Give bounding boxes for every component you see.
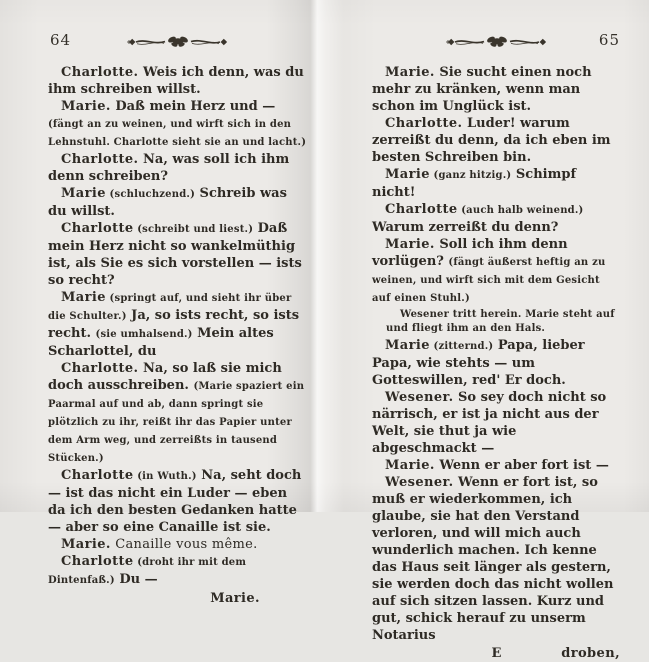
text-segment: Charlotte. xyxy=(61,65,139,80)
play-paragraph xyxy=(372,64,622,115)
play-paragraph xyxy=(48,536,308,553)
text-segment: Wenn er fort ist, so muß er wiederkommen, ich glaube, sie hat den Verstand verloren, und will mich auch wunderlich machen. Ich kenne das Haus seit länger als gestern, sie werden doch das nicht wollen auf sich sitzen lassen. Kurz und gut, schick herauf zu unserm Notarius xyxy=(372,475,614,643)
page-left xyxy=(48,30,308,607)
play-paragraph xyxy=(48,98,308,151)
floral-vignette-icon xyxy=(445,34,549,50)
text-segment: Luder! warum zerreißt du denn, da ich eben im besten Schreiben bin. xyxy=(372,116,611,165)
text-segment: Wesener. xyxy=(385,475,454,490)
text-segment: (droht ihr mit dem Dintenfaß.) xyxy=(48,557,247,586)
text-segment: Warum zerreißt du denn? xyxy=(372,220,559,235)
play-paragraph xyxy=(48,553,308,589)
text-segment: (ganz hitzig.) xyxy=(429,170,512,181)
play-paragraph xyxy=(372,166,622,201)
text-segment: (auch halb weinend.) xyxy=(457,205,584,216)
catchword: droben, xyxy=(561,646,620,661)
play-paragraph xyxy=(48,289,308,360)
text-segment: Marie. xyxy=(61,99,111,114)
play-paragraph xyxy=(48,151,308,185)
text-segment: Marie xyxy=(61,186,106,201)
text-segment: Marie xyxy=(385,167,430,182)
text-segment: Charlotte xyxy=(61,468,134,483)
text-segment: Marie. xyxy=(210,591,260,606)
text-segment: Marie. xyxy=(385,458,435,473)
play-paragraph xyxy=(372,115,622,166)
stage-direction xyxy=(372,307,622,337)
text-segment: Daß mein Herz nicht so wankelmüthig ist, als Sie es sich vorstellen — ists so recht? xyxy=(48,221,302,288)
text-segment: (fängt äußerst heftig an zu weinen, und wirft sich mit dem Gesicht auf einen Stuhl.) xyxy=(372,257,606,304)
catchword xyxy=(48,590,308,607)
page-left-text xyxy=(48,64,308,607)
text-segment: So sey doch nicht so närrisch, er ist ja nicht aus der Welt, sie thut ja wie abgeschmackt — xyxy=(372,390,607,456)
text-segment: Charlotte xyxy=(385,202,458,217)
text-segment: Marie. xyxy=(61,537,111,552)
text-segment: Daß mein Herz und — xyxy=(110,99,276,114)
text-segment: (fängt an zu weinen, und wirft sich in den Lehnstuhl. Charlotte sieht sie an und lacht.) xyxy=(48,119,307,148)
text-segment: (zitternd.) xyxy=(429,341,494,352)
text-segment: Wenn er aber fort ist — xyxy=(434,458,609,473)
page-number-right: 65 xyxy=(598,31,620,49)
text-segment: (sie umhalsend.) xyxy=(95,329,193,340)
text-segment: (Marie spaziert ein Paarmal auf und ab, dann springt sie plötzlich zu ihr, reißt ihr das Papier unter dem Arm weg, und zerreißts in tausend Stücken.) xyxy=(48,381,305,464)
text-segment: (schluchzend.) xyxy=(105,189,196,200)
text-segment: Na, seht doch — ist das nicht ein Luder — eben da ich den besten Gedanken hatte — aber so eine Canaille ist sie. xyxy=(48,468,302,535)
text-segment: Sie sucht einen noch mehr zu kränken, wenn man schon im Unglück ist. xyxy=(372,65,592,114)
play-paragraph xyxy=(48,220,308,289)
text-segment: Wesener. xyxy=(385,390,454,405)
text-segment: Canaille vous même. xyxy=(110,537,258,552)
text-segment: Weis ich denn, was du ihm schreiben willst. xyxy=(48,65,304,97)
play-paragraph xyxy=(372,201,622,236)
text-segment: Na, was soll ich ihm denn schreiben? xyxy=(48,152,290,184)
signature-line xyxy=(372,645,622,662)
play-paragraph xyxy=(372,337,622,389)
text-segment: Marie xyxy=(61,290,106,305)
text-segment: Charlotte. xyxy=(61,152,139,167)
text-segment: Na, so laß sie mich doch ausschreiben. xyxy=(48,361,282,393)
play-paragraph xyxy=(372,474,622,644)
text-segment: (schreibt und liest.) xyxy=(133,224,254,235)
play-paragraph xyxy=(372,389,622,457)
page-right-text xyxy=(372,64,622,662)
text-segment: (springt auf, und sieht ihr über die Schulter.) xyxy=(48,293,292,322)
text-segment: Charlotte. xyxy=(61,361,139,376)
page-right xyxy=(372,30,622,662)
text-segment: Charlotte xyxy=(61,554,134,569)
signature-mark: E xyxy=(491,646,503,661)
text-segment: Charlotte. xyxy=(385,116,463,131)
page-right-header xyxy=(372,30,622,54)
play-paragraph xyxy=(48,360,308,467)
page-number-left: 64 xyxy=(50,31,72,49)
play-paragraph xyxy=(48,467,308,536)
text-segment: Marie. xyxy=(385,65,435,80)
text-segment: Charlotte xyxy=(61,221,134,236)
text-segment: Marie. xyxy=(385,237,435,252)
text-segment: Papa, lieber Papa, wie stehts — um Gotteswillen, red' Er doch. xyxy=(372,338,585,388)
text-segment: Mein altes Scharlottel, du xyxy=(48,326,274,359)
play-paragraph xyxy=(48,185,308,220)
text-segment: Marie xyxy=(385,338,430,353)
text-segment: Schimpf nicht! xyxy=(372,167,577,200)
text-segment: Ja, so ists recht, so ists recht. xyxy=(48,308,300,341)
text-segment: Du — xyxy=(114,572,158,587)
text-segment: Schreib was du willst. xyxy=(48,186,287,219)
play-paragraph xyxy=(48,64,308,98)
text-segment: (in Wuth.) xyxy=(133,471,197,482)
text-segment: Wesener tritt herein. Marie steht auf und fliegt ihm an den Hals. xyxy=(386,309,615,334)
text-segment: Soll ich ihm denn vorlügen? xyxy=(372,237,568,269)
floral-vignette-icon xyxy=(126,34,230,50)
play-paragraph xyxy=(372,236,622,307)
page-left-header xyxy=(48,30,308,54)
play-paragraph xyxy=(372,457,622,474)
